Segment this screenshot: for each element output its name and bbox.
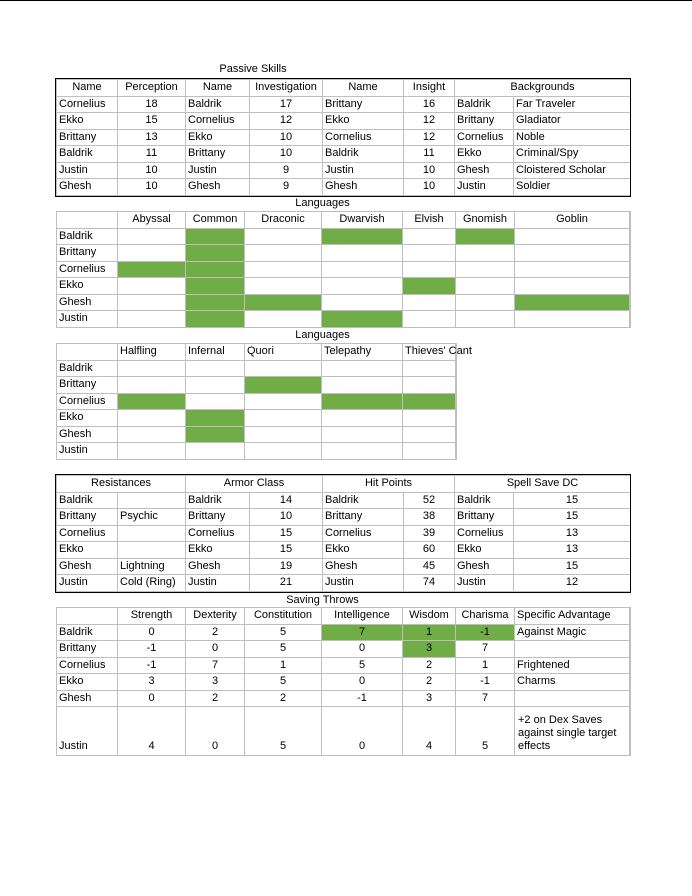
language-unknown — [186, 394, 244, 410]
name-cell: Brittany — [323, 97, 403, 113]
name-cell: Brittany — [57, 130, 117, 146]
language-unknown — [403, 262, 455, 278]
stat-value: 12 — [514, 575, 630, 591]
saving-throws-title: Saving Throws — [286, 594, 359, 606]
language-known — [118, 262, 185, 278]
language-known — [322, 394, 402, 410]
save-value: 4 — [403, 707, 455, 755]
language-unknown — [118, 278, 185, 294]
save-value: -1 — [118, 641, 185, 657]
column-header: Investigation — [250, 80, 322, 96]
column-header: Telepathy — [322, 344, 402, 360]
save-value: 3 — [403, 641, 455, 657]
column-header: Charisma — [456, 608, 514, 624]
save-value: 0 — [186, 707, 244, 755]
advantage-cell: Charms — [515, 674, 629, 690]
name-cell: Baldrik — [455, 97, 513, 113]
name-cell: Ekko — [455, 146, 513, 162]
save-value: 2 — [186, 625, 244, 641]
name-cell: Baldrik — [57, 493, 117, 509]
row-name: Justin — [57, 707, 117, 755]
name-cell: Ghesh — [455, 163, 513, 179]
save-value: 2 — [403, 674, 455, 690]
score-cell: 18 — [118, 97, 185, 113]
language-unknown — [515, 311, 629, 327]
score-cell: 13 — [118, 130, 185, 146]
saving-throws-table — [56, 607, 631, 756]
row-name: Baldrik — [57, 361, 117, 377]
save-value: 2 — [403, 658, 455, 674]
score-cell: 17 — [250, 97, 322, 113]
language-unknown — [456, 311, 514, 327]
language-unknown — [245, 278, 321, 294]
save-value: 0 — [322, 707, 402, 755]
language-unknown — [322, 377, 402, 393]
language-unknown — [322, 361, 402, 377]
language-unknown — [403, 245, 455, 261]
save-value: 1 — [245, 658, 321, 674]
language-unknown — [245, 443, 321, 459]
name-cell: Ekko — [323, 113, 403, 129]
name-cell: Ghesh — [57, 179, 117, 195]
name-cell: Far Traveler — [514, 97, 630, 113]
language-unknown — [245, 361, 321, 377]
row-name: Ghesh — [57, 295, 117, 311]
column-header: Perception — [118, 80, 185, 96]
column-header: Goblin — [515, 212, 629, 228]
name-cell: Brittany — [455, 113, 513, 129]
column-header: Spell Save DC — [455, 476, 630, 492]
column-header — [57, 212, 117, 228]
language-unknown — [118, 410, 185, 426]
stat-value: 39 — [404, 526, 454, 542]
stat-value: 45 — [404, 559, 454, 575]
stat-value: 52 — [404, 493, 454, 509]
save-value: 5 — [245, 625, 321, 641]
column-header: Name — [186, 80, 249, 96]
column-header: Armor Class — [186, 476, 322, 492]
name-cell: Brittany — [186, 146, 249, 162]
name-cell: Noble — [514, 130, 630, 146]
language-unknown — [118, 295, 185, 311]
stat-value: 60 — [404, 542, 454, 558]
language-unknown — [322, 427, 402, 443]
row-name: Ekko — [57, 278, 117, 294]
language-unknown — [118, 245, 185, 261]
language-unknown — [403, 295, 455, 311]
language-unknown — [322, 278, 402, 294]
stat-value: 19 — [250, 559, 322, 575]
row-name: Ghesh — [57, 427, 117, 443]
row-name: Cornelius — [57, 658, 117, 674]
language-known — [186, 427, 244, 443]
score-cell: 9 — [250, 179, 322, 195]
advantage-cell: Frightened — [515, 658, 629, 674]
name-cell: Ekko — [57, 113, 117, 129]
score-cell: 10 — [250, 130, 322, 146]
column-header: Common — [186, 212, 244, 228]
save-value: 5 — [245, 707, 321, 755]
top-border — [0, 0, 692, 1]
language-unknown — [245, 410, 321, 426]
languages-table-1 — [56, 211, 631, 328]
language-unknown — [456, 245, 514, 261]
stat-value: 38 — [404, 509, 454, 525]
language-unknown — [456, 262, 514, 278]
score-cell: 12 — [250, 113, 322, 129]
advantage-cell — [515, 641, 629, 657]
resistance-cell: Lightning — [118, 559, 185, 575]
languages-table-2 — [56, 343, 472, 460]
name-cell: Ghesh — [186, 179, 249, 195]
language-unknown — [403, 377, 455, 393]
save-value: -1 — [456, 625, 514, 641]
language-unknown — [245, 262, 321, 278]
column-header: Gnomish — [456, 212, 514, 228]
language-known — [403, 278, 455, 294]
language-unknown — [245, 311, 321, 327]
language-unknown — [245, 427, 321, 443]
score-cell: 11 — [404, 146, 454, 162]
column-header: Abyssal — [118, 212, 185, 228]
name-cell: Brittany — [455, 509, 513, 525]
name-cell: Gladiator — [514, 113, 630, 129]
column-header: Hit Points — [323, 476, 454, 492]
language-unknown — [245, 229, 321, 245]
language-unknown — [403, 443, 455, 459]
name-cell: Ghesh — [455, 559, 513, 575]
language-known — [245, 295, 321, 311]
save-value: 5 — [456, 707, 514, 755]
save-value: 3 — [403, 691, 455, 707]
row-name: Cornelius — [57, 262, 117, 278]
stat-value: 74 — [404, 575, 454, 591]
language-known — [118, 394, 185, 410]
stat-value: 15 — [514, 493, 630, 509]
name-cell: Baldrik — [186, 493, 249, 509]
column-header: Quori — [245, 344, 321, 360]
language-unknown — [403, 311, 455, 327]
language-unknown — [245, 394, 321, 410]
name-cell: Brittany — [323, 509, 403, 525]
name-cell: Ekko — [455, 542, 513, 558]
save-value: 0 — [118, 691, 185, 707]
score-cell: 12 — [404, 130, 454, 146]
language-unknown — [322, 262, 402, 278]
name-cell: Soldier — [514, 179, 630, 195]
column-header: Insight — [404, 80, 454, 96]
stat-value: 15 — [514, 559, 630, 575]
save-value: 0 — [186, 641, 244, 657]
column-header: Halfling — [118, 344, 185, 360]
languages-title-2: Languages — [295, 329, 350, 341]
name-cell: Cloistered Scholar — [514, 163, 630, 179]
name-cell: Ekko — [186, 130, 249, 146]
language-unknown — [403, 229, 455, 245]
name-cell: Ghesh — [323, 559, 403, 575]
score-cell: 11 — [118, 146, 185, 162]
save-value: 2 — [186, 691, 244, 707]
language-unknown — [515, 245, 629, 261]
language-unknown — [118, 361, 185, 377]
name-cell: Justin — [323, 163, 403, 179]
save-value: 1 — [456, 658, 514, 674]
name-cell: Justin — [455, 179, 513, 195]
name-cell: Justin — [57, 575, 117, 591]
row-name: Ghesh — [57, 691, 117, 707]
row-name: Justin — [57, 443, 117, 459]
row-name: Cornelius — [57, 394, 117, 410]
column-header: Strength — [118, 608, 185, 624]
save-value: -1 — [322, 691, 402, 707]
save-value: 3 — [118, 674, 185, 690]
language-known — [322, 311, 402, 327]
column-header: Dwarvish — [322, 212, 402, 228]
row-name: Brittany — [57, 377, 117, 393]
advantage-cell: +2 on Dex Saves against single target effects — [515, 707, 629, 755]
save-value: 3 — [186, 674, 244, 690]
score-cell: 10 — [404, 179, 454, 195]
row-name: Ekko — [57, 674, 117, 690]
score-cell: 15 — [118, 113, 185, 129]
column-header — [57, 608, 117, 624]
name-cell: Brittany — [186, 509, 249, 525]
language-unknown — [515, 262, 629, 278]
language-unknown — [322, 295, 402, 311]
row-name: Ekko — [57, 410, 117, 426]
language-known — [322, 229, 402, 245]
stat-value: 13 — [514, 542, 630, 558]
language-unknown — [403, 427, 455, 443]
advantage-cell: Against Magic — [515, 625, 629, 641]
save-value: 7 — [322, 625, 402, 641]
column-header: Draconic — [245, 212, 321, 228]
save-value: 2 — [245, 691, 321, 707]
score-cell: 9 — [250, 163, 322, 179]
passive-skills-title: Passive Skills — [219, 63, 287, 75]
save-value: 7 — [456, 691, 514, 707]
advantage-cell — [515, 691, 629, 707]
language-known — [403, 394, 455, 410]
name-cell: Justin — [186, 163, 249, 179]
resistance-cell — [118, 493, 185, 509]
name-cell: Cornelius — [186, 113, 249, 129]
language-unknown — [403, 361, 455, 377]
language-unknown — [118, 443, 185, 459]
save-value: 0 — [118, 625, 185, 641]
column-header: Name — [323, 80, 403, 96]
save-value: 0 — [322, 674, 402, 690]
name-cell: Cornelius — [186, 526, 249, 542]
name-cell: Ghesh — [57, 559, 117, 575]
language-unknown — [118, 427, 185, 443]
save-value: 0 — [322, 641, 402, 657]
language-unknown — [118, 377, 185, 393]
row-name: Justin — [57, 311, 117, 327]
language-known — [186, 295, 244, 311]
column-header: Resistances — [57, 476, 185, 492]
save-value: 7 — [186, 658, 244, 674]
language-unknown — [322, 245, 402, 261]
language-known — [245, 377, 321, 393]
language-known — [186, 410, 244, 426]
name-cell: Baldrik — [323, 493, 403, 509]
passive-skills-table — [56, 79, 630, 196]
language-unknown — [186, 377, 244, 393]
stat-value: 13 — [514, 526, 630, 542]
stat-value: 15 — [250, 526, 322, 542]
language-unknown — [456, 295, 514, 311]
column-header: Elvish — [403, 212, 455, 228]
score-cell: 16 — [404, 97, 454, 113]
name-cell: Ghesh — [186, 559, 249, 575]
save-value: 5 — [245, 674, 321, 690]
language-unknown — [118, 311, 185, 327]
save-value: -1 — [456, 674, 514, 690]
name-cell: Cornelius — [455, 130, 513, 146]
language-known — [456, 229, 514, 245]
column-header: Specific Advantage — [515, 608, 629, 624]
stats-table — [56, 475, 630, 592]
language-known — [186, 262, 244, 278]
save-value: 5 — [245, 641, 321, 657]
language-unknown — [515, 278, 629, 294]
stat-value: 21 — [250, 575, 322, 591]
save-value: -1 — [118, 658, 185, 674]
save-value: 4 — [118, 707, 185, 755]
language-unknown — [186, 443, 244, 459]
score-cell: 10 — [118, 179, 185, 195]
name-cell: Justin — [323, 575, 403, 591]
name-cell: Justin — [57, 163, 117, 179]
score-cell: 12 — [404, 113, 454, 129]
stat-value: 10 — [250, 509, 322, 525]
language-known — [515, 295, 629, 311]
column-header: Infernal — [186, 344, 244, 360]
languages-title-1: Languages — [295, 197, 350, 209]
language-unknown — [515, 229, 629, 245]
name-cell: Justin — [455, 575, 513, 591]
column-header: Dexterity — [186, 608, 244, 624]
name-cell: Baldrik — [186, 97, 249, 113]
language-unknown — [186, 361, 244, 377]
column-header: Name — [57, 80, 117, 96]
score-cell: 10 — [404, 163, 454, 179]
stat-value: 15 — [514, 509, 630, 525]
column-header — [57, 344, 117, 360]
language-unknown — [322, 410, 402, 426]
language-unknown — [456, 278, 514, 294]
resistance-cell: Cold (Ring) — [118, 575, 185, 591]
stat-value: 15 — [250, 542, 322, 558]
score-cell: 10 — [250, 146, 322, 162]
name-cell: Justin — [186, 575, 249, 591]
name-cell: Cornelius — [455, 526, 513, 542]
score-cell: 10 — [118, 163, 185, 179]
save-value: 5 — [322, 658, 402, 674]
language-unknown — [322, 443, 402, 459]
name-cell: Ekko — [186, 542, 249, 558]
column-header: Backgrounds — [455, 80, 630, 96]
name-cell: Brittany — [57, 509, 117, 525]
row-name: Baldrik — [57, 229, 117, 245]
language-known — [186, 229, 244, 245]
name-cell: Baldrik — [455, 493, 513, 509]
row-name: Brittany — [57, 641, 117, 657]
name-cell: Baldrik — [323, 146, 403, 162]
name-cell: Baldrik — [57, 146, 117, 162]
language-known — [186, 245, 244, 261]
language-known — [186, 278, 244, 294]
name-cell: Criminal/Spy — [514, 146, 630, 162]
language-unknown — [118, 229, 185, 245]
row-name: Brittany — [57, 245, 117, 261]
name-cell: Ekko — [323, 542, 403, 558]
language-unknown — [403, 410, 455, 426]
row-name: Baldrik — [57, 625, 117, 641]
name-cell: Cornelius — [57, 526, 117, 542]
stat-value: 14 — [250, 493, 322, 509]
save-value: 1 — [403, 625, 455, 641]
resistance-cell — [118, 542, 185, 558]
language-unknown — [245, 245, 321, 261]
language-known — [186, 311, 244, 327]
name-cell: Cornelius — [323, 526, 403, 542]
name-cell: Cornelius — [323, 130, 403, 146]
resistance-cell — [118, 526, 185, 542]
save-value: 7 — [456, 641, 514, 657]
resistance-cell: Psychic — [118, 509, 185, 525]
name-cell: Ghesh — [323, 179, 403, 195]
name-cell: Ekko — [57, 542, 117, 558]
column-header: Intelligence — [322, 608, 402, 624]
column-header: Thieves' Cant — [403, 344, 455, 360]
name-cell: Cornelius — [57, 97, 117, 113]
column-header: Wisdom — [403, 608, 455, 624]
column-header: Constitution — [245, 608, 321, 624]
